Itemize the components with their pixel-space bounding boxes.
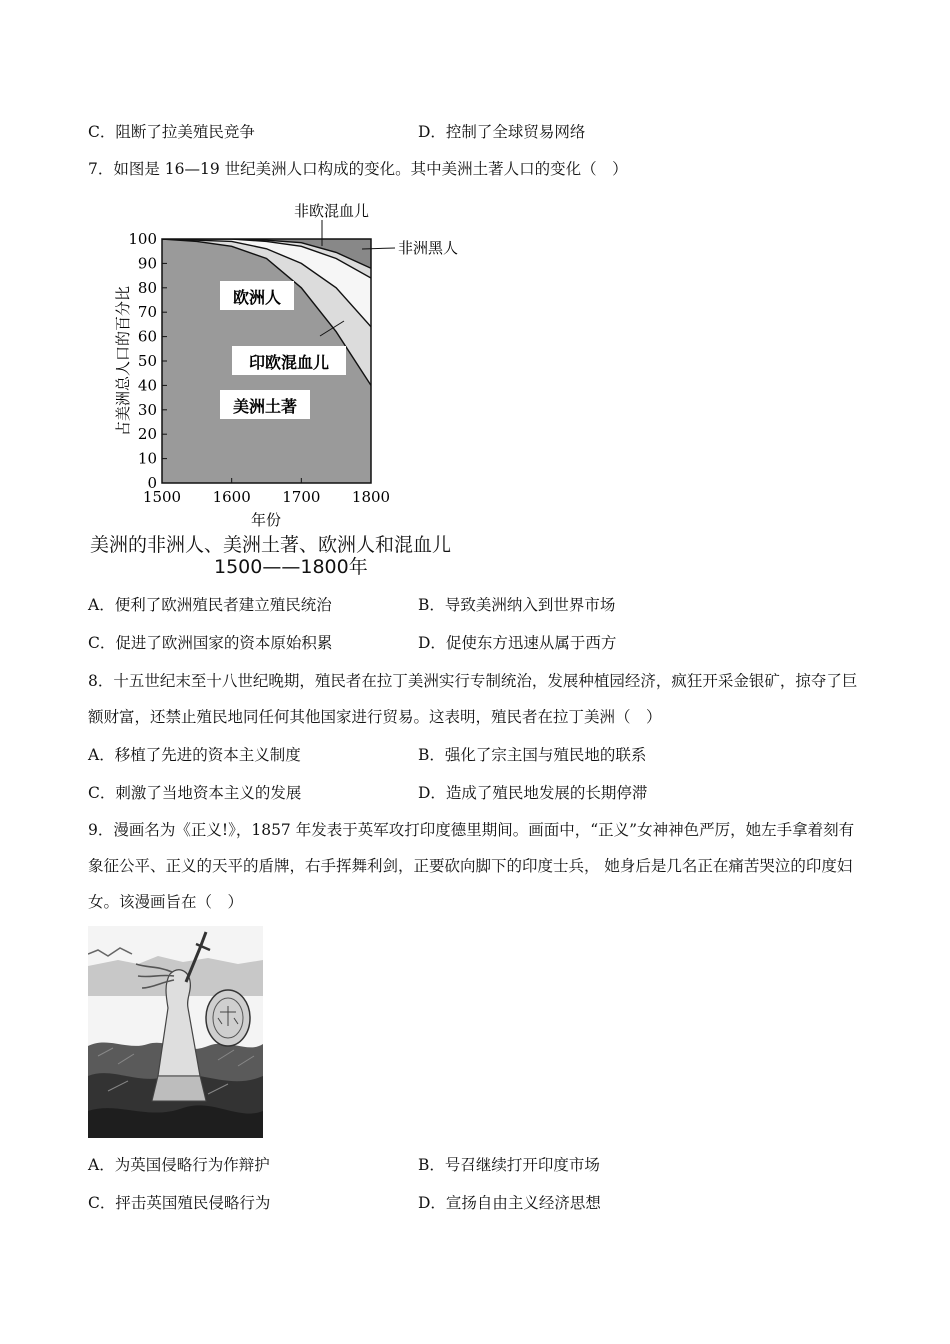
q9-option-c: C．抨击英国殖民侵略行为	[88, 1194, 271, 1212]
label-europeans: 欧洲人	[232, 288, 282, 307]
x-tick-label: 1500	[142, 488, 182, 506]
q8-option-c: C．刺激了当地资本主义的发展	[88, 784, 302, 802]
q6-option-d: D．控制了全球贸易网络	[418, 123, 586, 141]
y-tick-label: 20	[137, 425, 157, 444]
y-tick-label: 100	[128, 230, 157, 248]
population-chart-svg	[84, 196, 504, 536]
label-mestizo: 印欧混血儿	[248, 353, 330, 372]
q7-stem: 7．如图是 16—19 世纪美洲人口构成的变化。其中美洲土著人口的变化（ ）	[88, 160, 628, 178]
x-tick-label: 1700	[282, 488, 321, 506]
q7-option-c: C．促进了欧洲国家的资本原始积累	[88, 634, 333, 652]
x-tick-label: 1800	[351, 488, 391, 506]
y-tick-label: 10	[137, 449, 157, 468]
x-axis-label: 年份	[250, 511, 282, 529]
label-afro-european: 非欧混血儿	[294, 202, 370, 220]
y-tick-label: 80	[137, 278, 157, 297]
q9-option-d: D．宣扬自由主义经济思想	[418, 1194, 601, 1212]
q7-option-a: A．便利了欧洲殖民者建立殖民统治	[88, 596, 332, 614]
q7-option-b: B．导致美洲纳入到世界市场	[418, 596, 616, 614]
q8-option-d: D．造成了殖民地发展的长期停滞	[418, 784, 648, 802]
q8-option-a: A．移植了先进的资本主义制度	[88, 746, 301, 764]
chart-caption	[90, 534, 520, 578]
label-africans: 非洲黑人	[398, 239, 459, 257]
y-tick-label: 40	[137, 376, 157, 395]
y-tick-label: 70	[137, 303, 157, 322]
y-tick-label: 50	[137, 352, 157, 370]
y-tick-label: 90	[137, 254, 157, 273]
chart-caption-line2: 1500——1800年	[214, 556, 368, 578]
justice-cartoon-image	[88, 926, 263, 1138]
label-native: 美洲土著	[232, 397, 298, 416]
q6-option-c: C．阻断了拉美殖民竞争	[88, 123, 255, 141]
q9-option-b: B．号召继续打开印度市场	[418, 1156, 600, 1174]
q9-stem: 9．漫画名为《正义!》，1857 年发表于英军攻打印度德里期间。画面中，“正义”女神神色严厉，她左手拿着刻有象征公平、正义的天平的盾牌，右手挥舞利剑，正要砍向脚下的印度士兵， 她身后是几名正在痛苦哭泣的印度妇女。该漫画旨在（ ）	[88, 821, 855, 911]
q8-stem: 8．十五世纪末至十八世纪晚期，殖民者在拉丁美洲实行专制统治，发展种植园经济，疯狂开采金银矿，掠夺了巨额财富，还禁止殖民地同任何其他国家进行贸易。这表明，殖民者在拉丁美洲（ ）	[88, 672, 858, 726]
y-tick-label: 30	[137, 400, 157, 419]
q7-option-d: D．促使东方迅速从属于西方	[418, 634, 617, 652]
chart-caption-line1: 美洲的非洲人、美洲土著、欧洲人和混血儿	[90, 534, 452, 556]
q9-option-a: A．为英国侵略行为作辩护	[88, 1156, 270, 1174]
y-tick-label: 0	[147, 474, 157, 492]
y-tick-label: 60	[137, 327, 157, 346]
justice-cartoon-illustration	[88, 926, 263, 1138]
y-axis-label: 占美洲总人口的百分比	[114, 285, 132, 437]
population-chart	[84, 196, 504, 586]
x-tick-label: 1600	[212, 488, 251, 506]
q8-option-b: B．强化了宗主国与殖民地的联系	[418, 746, 647, 764]
